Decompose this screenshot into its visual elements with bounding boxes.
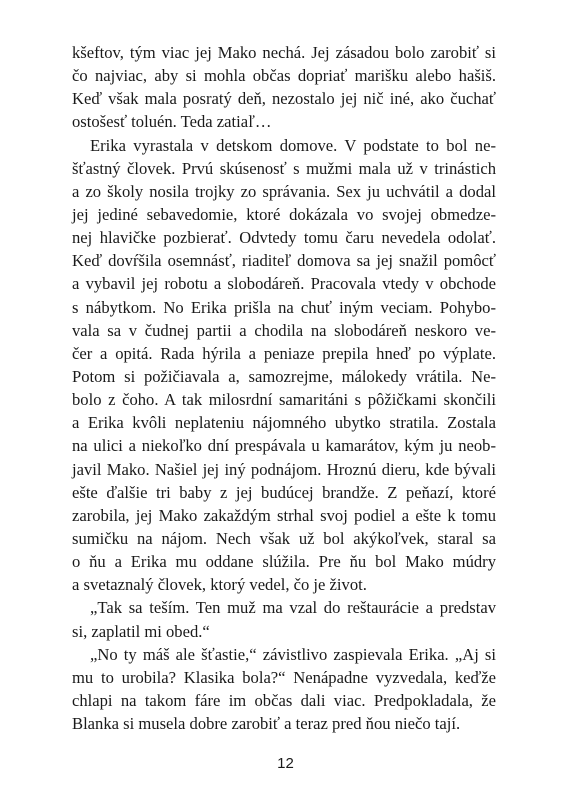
- text-line: javil Mako. Našiel jej iný podnájom. Hroznú dieru, kde bývali: [72, 459, 496, 479]
- text-line: čo najviac, aby si mohla občas dopriať marišku alebo hašiš.: [72, 66, 496, 86]
- text-line: kšeftov, tým viac jej Mako nechá. Jej zásadou bolo zarobiť si: [72, 43, 496, 62]
- text-line: chlapi na takom fáre im občas dali viac. Predpokladala, že: [72, 690, 496, 710]
- text-line: a Erika kvôli neplateniu nájomného ubytko stratila. Zostala: [72, 413, 496, 433]
- paragraph: [72, 41, 496, 134]
- text-line: zarobila, jej Mako zakaždým strhal svoj podiel a ešte k tomu: [72, 505, 496, 525]
- text-line: mu to urobila? Klasika bola?“ Nenápadne vyzvedala, keďže: [72, 667, 496, 687]
- text-line: na ulici a niekoľko dní prespávala u kamarátov, kým ju neob-: [72, 436, 496, 456]
- text-line: nej hlavičke pozbierať. Odvtedy tomu čaru nevedela odolať.: [72, 228, 496, 248]
- text-line: si, zaplatil mi obed.“: [72, 621, 210, 641]
- text-line: sumičku na nájom. Nech však už bol akýkoľvek, staral sa: [72, 528, 496, 548]
- paragraph: [72, 134, 496, 597]
- text-line: a svetaznalý človek, ktorý vedel, čo je život.: [72, 575, 367, 595]
- text-line: Keď však mala posratý deň, nezostalo jej nič iné, ako čuchať: [72, 89, 496, 109]
- text-line: bolo z čoho. A tak milosrdní samaritáni s pôžičkami skončili: [72, 390, 496, 410]
- paragraph: [72, 596, 496, 642]
- text-line: Potom si požičiavala a, samozrejme, málokedy vrátila. Ne-: [72, 366, 496, 386]
- text-line: čer a opitá. Rada hýrila a peniaze prepila hneď po výplate.: [72, 343, 496, 363]
- text-line: s nábytkom. No Erika prišla na chuť iným veciam. Pohybo-: [72, 297, 496, 317]
- text-line: a zo školy nosila trojky zo správania. Sex ju uchvátil a dodal: [72, 181, 496, 201]
- text-line: o ňu a Erika mu oddane slúžila. Pre ňu bol Mako múdry: [72, 552, 496, 572]
- body-text: [72, 41, 496, 735]
- text-line: „No ty máš ale šťastie,“ závistlivo zaspievala Erika. „Aj si: [90, 644, 496, 664]
- text-line: a vybavil jej robotu a slobodáreň. Pracovala vtedy v obchode: [72, 274, 496, 294]
- text-line: Keď dovŕšila osemnásť, riaditeľ domova sa jej snažil pomôcť: [72, 251, 496, 271]
- text-line: vala sa v čudnej partii a chodila na slobodáreň neskoro ve-: [72, 320, 496, 340]
- text-line: ešte ďalšie tri baby z jej budúcej brandže. Z peňazí, ktoré: [72, 482, 496, 502]
- text-line: jej jediné sebavedomie, ktoré dokázala vo svojej obmedze-: [72, 204, 496, 224]
- text-line: ostošesť toluén. Teda zatiaľ…: [72, 112, 272, 132]
- paragraph: [72, 643, 496, 736]
- text-line: Erika vyrastala v detskom domove. V podstate to bol ne-: [90, 135, 496, 155]
- page-number: 12: [277, 755, 294, 772]
- text-line: šťastný človek. Prvú skúsenosť s mužmi mala už v trinástich: [72, 158, 496, 178]
- text-line: „Tak sa teším. Ten muž ma vzal do reštaurácie a predstav: [90, 598, 496, 618]
- text-line: Blanka si musela dobre zarobiť a teraz pred ňou niečo tají.: [72, 714, 461, 734]
